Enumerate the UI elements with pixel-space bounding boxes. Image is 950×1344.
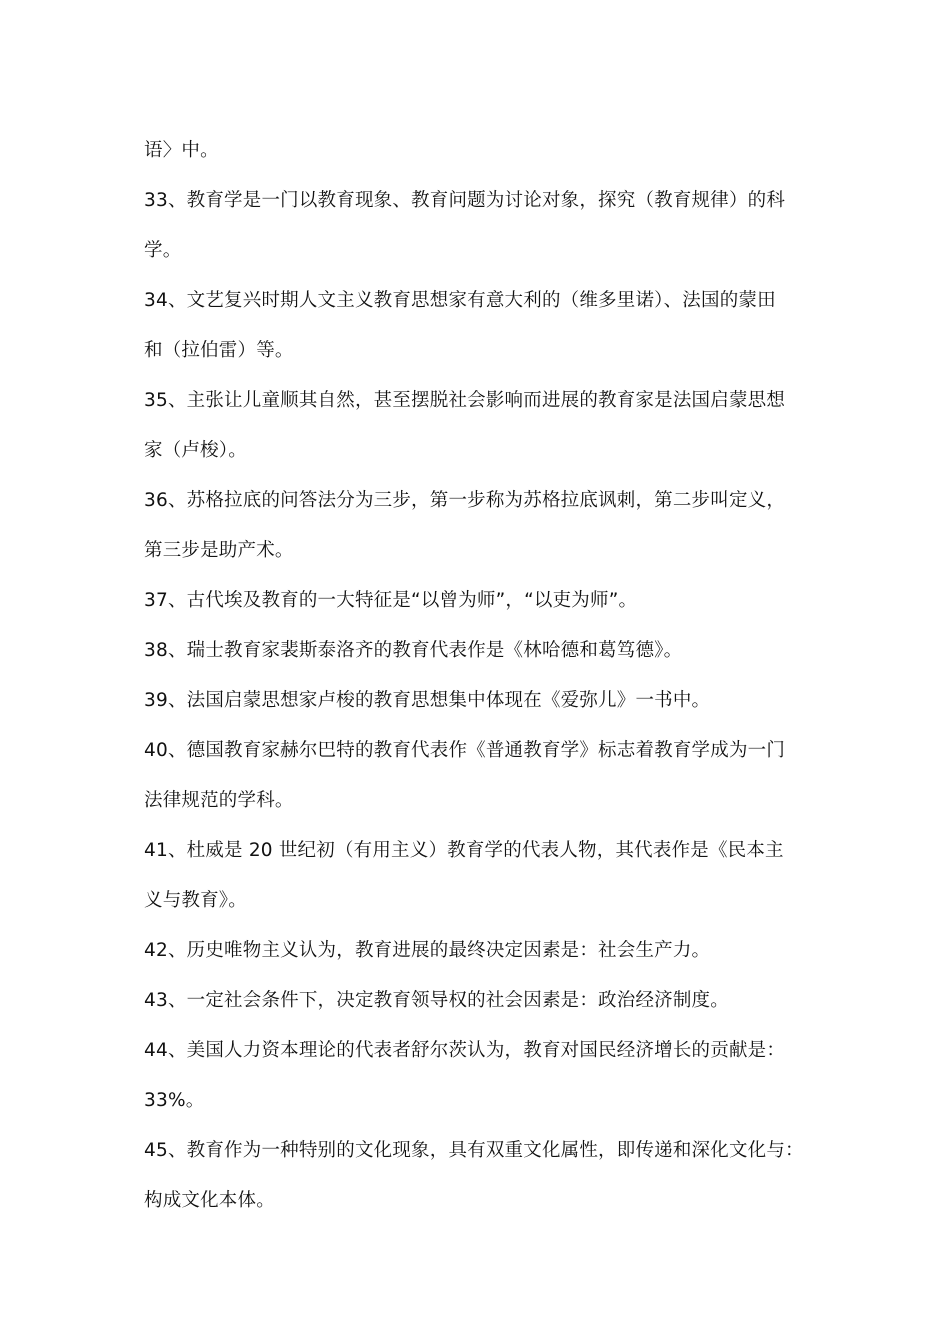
text-line: 学。	[144, 240, 182, 261]
text-line: 37、古代埃及教育的一大特征是“以曾为师”，“以吏为师”。	[144, 590, 638, 611]
text-line: 构成文化本体。	[144, 1190, 275, 1211]
text-line: 40、德国教育家赫尔巴特的教育代表作《普通教育学》标志着教育学成为一门	[144, 740, 786, 761]
text-line: 39、法国启蒙思想家卢梭的教育思想集中体现在《爱弥儿》一书中。	[144, 690, 711, 711]
text-line: 43、一定社会条件下，决定教育领导权的社会因素是：政治经济制度。	[144, 990, 729, 1011]
text-line: 45、教育作为一种特别的文化现象，具有双重文化属性，即传递和深化文化与：	[144, 1140, 804, 1161]
text-line: 义与教育》。	[144, 890, 247, 911]
text-line: 44、美国人力资本理论的代表者舒尔茨认为，教育对国民经济增长的贡献是：	[144, 1040, 786, 1061]
text-line: 33、教育学是一门以教育现象、教育问题为讨论对象，探究（教育规律）的科	[144, 190, 786, 211]
text-line: 38、瑞士教育家裴斯泰洛齐的教育代表作是《林哈德和葛笃德》。	[144, 640, 683, 661]
text-line: 语〉中。	[144, 140, 219, 161]
text-line: 35、主张让儿童顺其自然，甚至摆脱社会影响而进展的教育家是法国启蒙思想	[144, 390, 786, 411]
text-line: 36、苏格拉底的问答法分为三步，第一步称为苏格拉底讽刺，第二步叫定义，	[144, 490, 786, 511]
text-line: 34、文艺复兴时期人文主义教育思想家有意大利的（维多里诺）、法国的蒙田	[144, 290, 776, 311]
text-line: 42、历史唯物主义认为，教育进展的最终决定因素是：社会生产力。	[144, 940, 711, 961]
text-line: 第三步是助产术。	[144, 540, 294, 561]
text-line: 法律规范的学科。	[144, 790, 294, 811]
document-body	[144, 126, 824, 1226]
text-line: 41、杜威是 20 世纪初（有用主义）教育学的代表人物，其代表作是《民本主	[144, 840, 784, 861]
text-line: 家（卢梭）。	[144, 440, 247, 461]
text-line: 33%。	[144, 1090, 205, 1111]
text-line: 和（拉伯雷）等。	[144, 340, 294, 361]
